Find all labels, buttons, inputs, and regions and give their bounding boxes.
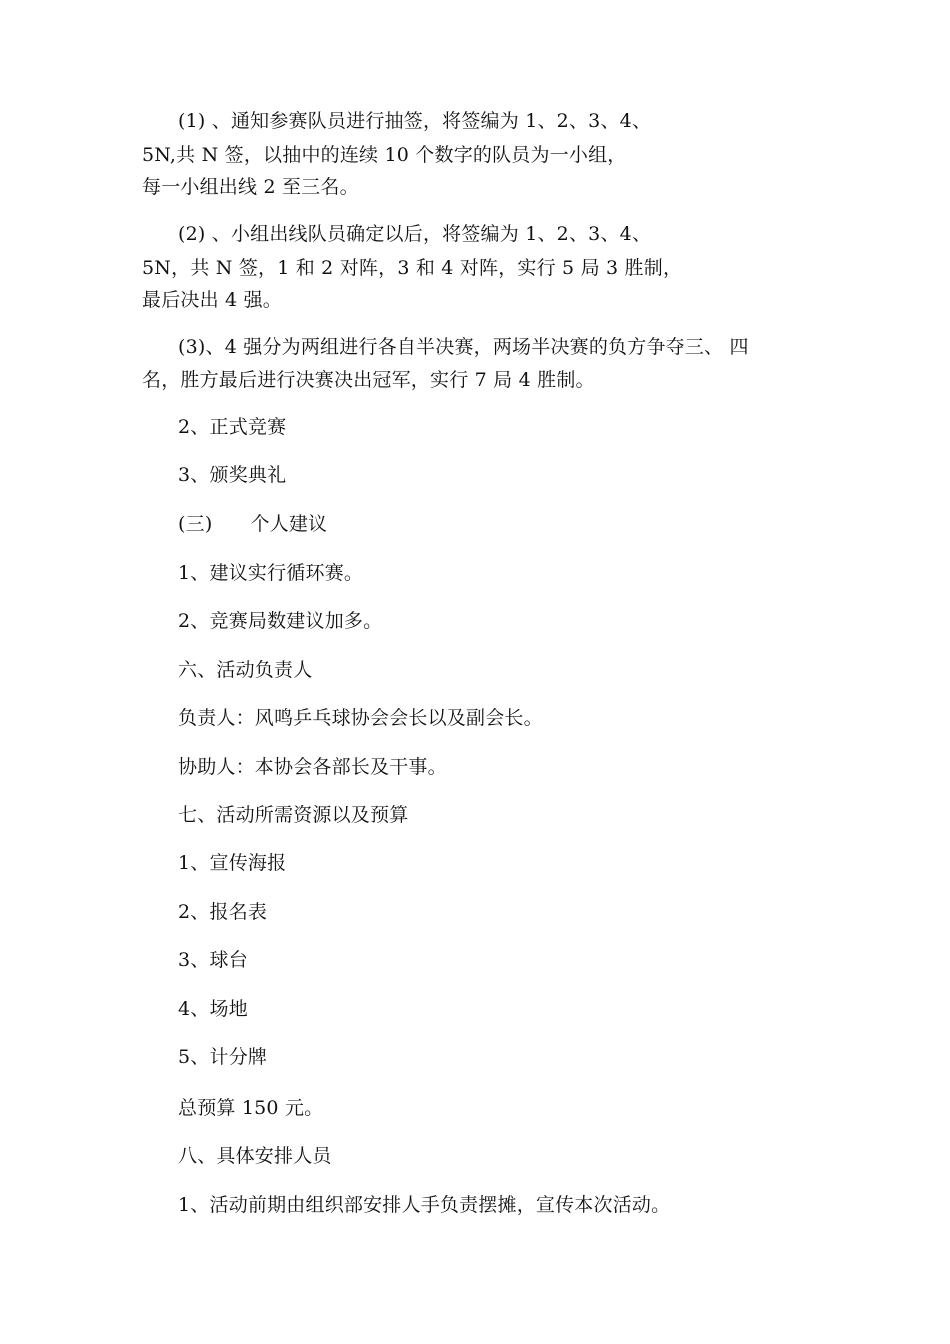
- list-item: 1、活动前期由组织部安排人手负责摆摊，宣传本次活动。: [178, 1194, 671, 1216]
- paragraph-line: 负责人：风鸣乒乓球协会会长以及副会长。: [178, 707, 543, 729]
- paragraph-line: (2) 、小组出线队员确定以后，将签编为 1、2、3、4、: [178, 223, 652, 245]
- paragraph-line: 5N,共 N 签，以抽中的连续 10 个数字的队员为一小组，: [142, 144, 627, 166]
- paragraph-line: (1) 、通知参赛队员进行抽签，将签编为 1、2、3、4、: [178, 110, 652, 132]
- section-item: 3、颁奖典礼: [178, 464, 287, 486]
- paragraph-line: 每一小组出线 2 至三名。: [142, 176, 359, 198]
- section-heading: 八、具体安排人员: [178, 1145, 332, 1167]
- section-heading: 六、活动负责人: [178, 659, 313, 681]
- list-item: 2、竞赛局数建议加多。: [178, 610, 383, 632]
- list-item: 5、计分牌: [178, 1046, 268, 1068]
- paragraph-line: 名，胜方最后进行决赛决出冠军，实行 7 局 4 胜制。: [142, 369, 595, 391]
- subsection-title: 个人建议: [250, 513, 328, 535]
- list-item: 3、球台: [178, 949, 248, 971]
- paragraph-line: (3)、4 强分为两组进行各自半决赛，两场半决赛的负方争夺三、 四: [178, 336, 749, 358]
- list-item: 2、报名表: [178, 901, 268, 923]
- list-item: 1、建议实行循环赛。: [178, 562, 364, 584]
- subsection-number: (三): [178, 513, 213, 535]
- section-item: 2、正式竞赛: [178, 416, 287, 438]
- paragraph-line: 5N，共 N 签，1 和 2 对阵，3 和 4 对阵，实行 5 局 3 胜制，: [142, 257, 683, 279]
- budget-total: 总预算 150 元。: [178, 1097, 324, 1119]
- list-item: 4、场地: [178, 998, 248, 1020]
- section-heading: 七、活动所需资源以及预算: [178, 804, 409, 826]
- paragraph-line: 协助人：本协会各部长及干事。: [178, 756, 447, 778]
- subsection-heading: [178, 512, 327, 536]
- paragraph-line: 最后决出 4 强。: [142, 289, 282, 311]
- list-item: 1、宣传海报: [178, 852, 287, 874]
